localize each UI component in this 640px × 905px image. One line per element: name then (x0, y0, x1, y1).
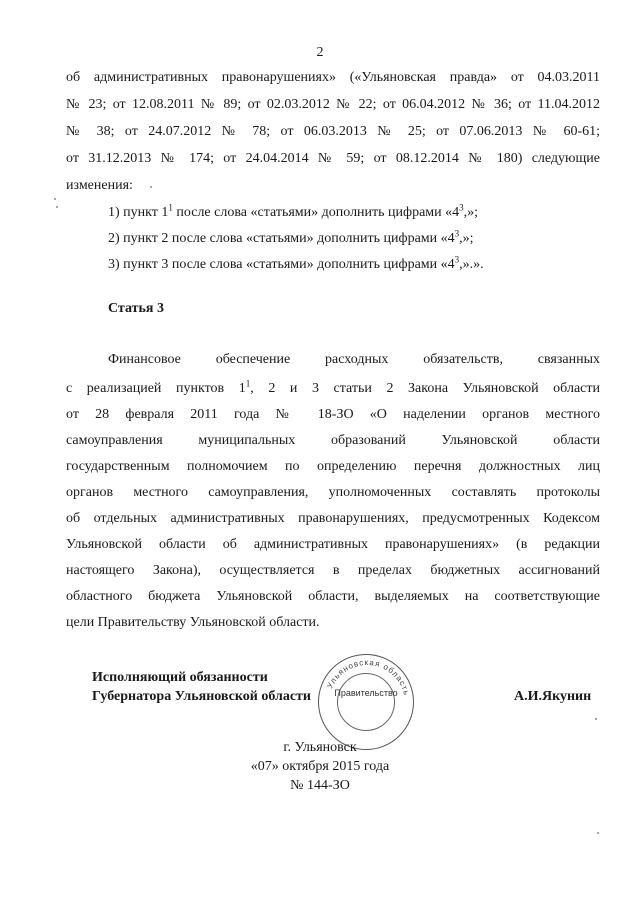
list-item-2 (108, 230, 474, 248)
seal-center-text: Правительство (334, 688, 398, 698)
city-line: г. Ульяновск (283, 740, 357, 755)
list-item-2-part-a: 2) пункт 2 после слова «статьями» дополнить цифрами «4 (108, 231, 455, 246)
list-item-2-sup: 3 (454, 228, 460, 239)
list-item-1-part-b: после слова «статьями» дополнить цифрами «4 (172, 205, 460, 220)
body-line-2-part-a: с реализацией пунктов 1 (66, 381, 246, 396)
official-seal (318, 654, 414, 750)
list-item-1-sup2: 3 (459, 202, 464, 213)
body-line-5: государственным полномочием по определению перечня должностных лиц (66, 459, 600, 474)
scan-speck (597, 832, 599, 834)
body-line-3: от 28 февраля 2011 года № 18-ЗО «О наделении органов местного (66, 407, 600, 422)
scan-speck (150, 186, 152, 188)
page-number: 2 (316, 45, 324, 60)
list-item-1-part-c: ,»; (463, 205, 479, 220)
intro-line-5: изменения: (66, 178, 133, 193)
scan-speck (595, 718, 597, 720)
body-line-2-part-b: , 2 и 3 статьи 2 Закона Ульяновской области (250, 381, 600, 396)
intro-line-1: об административных правонарушениях» («Ульяновская правда» от 04.03.2011 (66, 70, 600, 85)
list-item-2-part-b: ,»; (459, 231, 474, 246)
date-line: «07» октября 2015 года (250, 759, 390, 774)
signatory-title-line-1: Исполняющий обязанности (92, 670, 268, 685)
signatory-title-line-2: Губернатора Ульяновской области (92, 689, 311, 704)
law-number-line: № 144-ЗО (290, 778, 350, 793)
body-line-6: органов местного самоуправления, уполномоченных составлять протоколы (66, 485, 600, 500)
list-item-3 (108, 256, 484, 274)
list-item-3-sup: 3 (454, 254, 460, 265)
signatory-name: А.И.Якунин (514, 689, 592, 704)
body-line-8: Ульяновской области об административных правонарушениях» (в редакции (66, 537, 600, 552)
list-item-1 (108, 204, 478, 222)
list-item-3-part-a: 3) пункт 3 после слова «статьями» дополнить цифрами «4 (108, 257, 455, 272)
intro-line-4: от 31.12.2013 № 174; от 24.04.2014 № 59; от 08.12.2014 № 180) следующие (66, 151, 600, 166)
list-item-1-part-a: 1) пункт 1 (108, 205, 169, 220)
list-item-1-sup: 1 (168, 202, 173, 213)
seal-inner-ring (337, 673, 395, 731)
body-line-2 (66, 380, 600, 398)
list-item-3-part-b: ,».». (459, 257, 484, 272)
body-line-1: Финансовое обеспечение расходных обязательств, связанных (108, 352, 600, 367)
body-line-9: настоящего Закона), осуществляется в пределах бюджетных ассигнований (66, 563, 600, 578)
body-line-10: областного бюджета Ульяновской области, выделяемых на соответствующие (66, 589, 600, 604)
body-line-7: об отдельных административных правонарушениях, предусмотренных Кодексом (66, 511, 600, 526)
scan-speck (54, 198, 56, 200)
article-heading: Статья 3 (108, 301, 164, 316)
seal-ring-label: Ульяновская область (325, 657, 412, 697)
scan-speck (56, 206, 58, 208)
intro-line-3: № 38; от 24.07.2012 № 78; от 06.03.2013 № 25; от 07.06.2013 № 60-61; (66, 124, 600, 139)
body-line-4: самоуправления муниципальных образований Ульяновской области (66, 433, 600, 448)
intro-line-2: № 23; от 12.08.2011 № 89; от 02.03.2012 № 22; от 06.04.2012 № 36; от 11.04.2012 (66, 97, 600, 112)
body-line-11: цели Правительству Ульяновской области. (66, 615, 320, 630)
body-line-2-sup: 1 (245, 378, 251, 389)
